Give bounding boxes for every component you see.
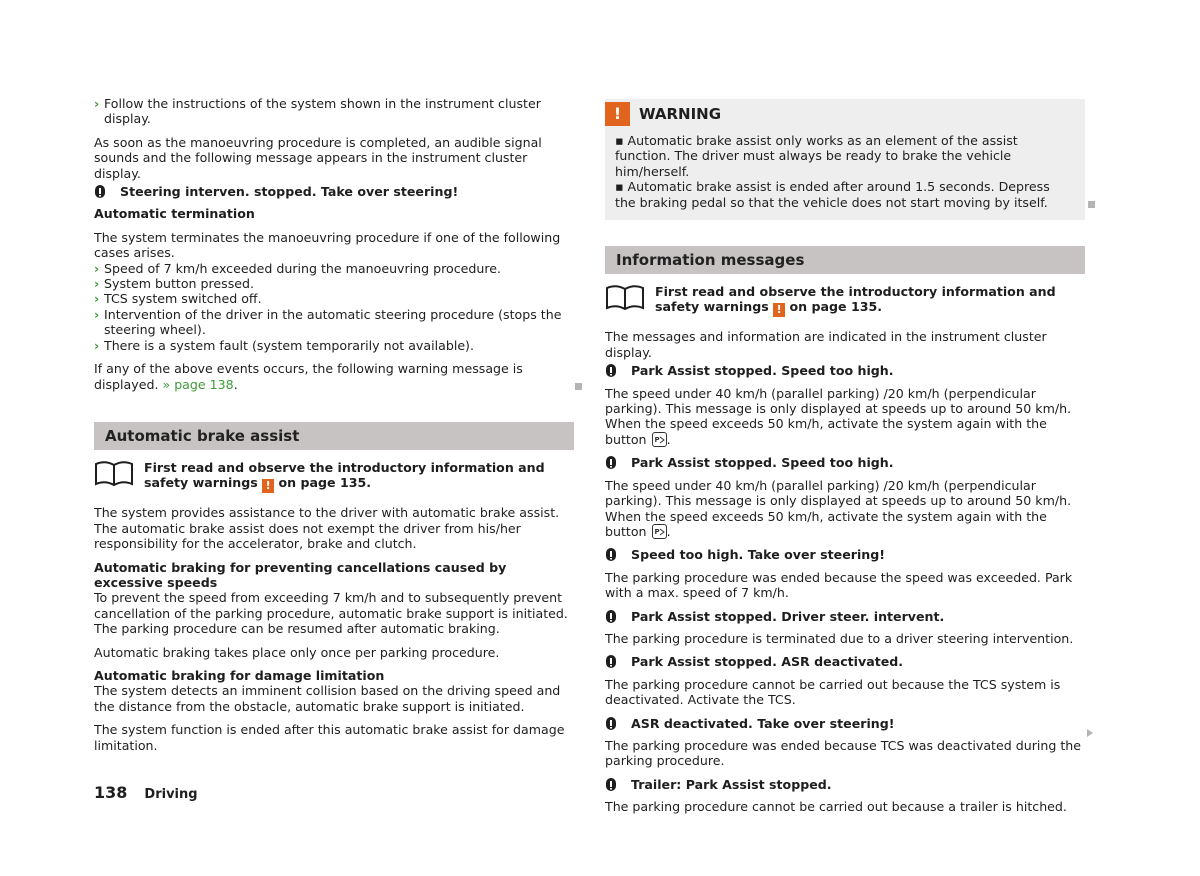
para-completed: As soon as the manoeuvring procedure is completed, an audible signal sounds and the following message appears in the instrument cluster display. — [94, 134, 542, 181]
info-icon — [605, 610, 617, 623]
auto-term-heading: Automatic termination — [94, 206, 255, 222]
left-column — [94, 96, 574, 761]
message-title: Park Assist stopped. Speed too high. — [605, 455, 1085, 470]
parking-button-icon — [652, 524, 667, 539]
case-item: › System button pressed. — [94, 276, 255, 292]
message-text: The parking procedure was ended because TCS was deactivated during the parking procedure. — [605, 737, 1082, 769]
damage-limitation: Automatic braking for damage limitation The system detects an imminent collision based on the driving speed and the distance from the obstacle, automatic brake support is initiated. — [94, 667, 561, 714]
messages-intro: The messages and information are indicated in the instrument cluster display. — [605, 329, 1047, 360]
message-title: Park Assist stopped. ASR deactivated. — [605, 654, 1085, 669]
section-title-brake-assist: Automatic brake assist — [94, 422, 574, 450]
info-icon — [605, 778, 617, 791]
function-ended: The system function is ended after this automatic brake assist for damage limitation. — [94, 722, 565, 753]
info-icon — [94, 185, 106, 198]
end-square-icon — [575, 383, 582, 390]
message-steering: Steering interven. stopped. Take over steering! — [94, 184, 574, 199]
message-title: Park Assist stopped. Speed too high. — [605, 363, 1085, 378]
case-item: › There is a system fault (system temporarily not available). — [94, 337, 474, 353]
message-text: The speed under 40 km/h (parallel parking) /20 km/h (perpendicular parking). This message is only displayed at speeds up to around 50 km/h. When the speed exceeds 50 km/h, activate the system again with the button P . — [605, 477, 1072, 539]
info-icon — [605, 548, 617, 561]
warning-item: ▪ Automatic brake assist is ended after around 1.5 seconds. Depress the braking pedal so that the vehicle does not start moving by itself. — [615, 179, 1050, 210]
svg-text:P: P — [654, 435, 660, 444]
message-title: Speed too high. Take over steering! — [605, 547, 1085, 562]
continue-arrow-icon — [1087, 729, 1093, 737]
end-square-icon — [1088, 201, 1095, 208]
info-icon — [605, 364, 617, 377]
warning-header: ! WARNING — [605, 99, 1085, 126]
warning-icon: ! — [605, 102, 630, 126]
intro-note: First read and observe the introductory information and safety warnings ! on page 135. — [94, 460, 574, 493]
info-icon — [605, 655, 617, 668]
step-arrow-icon: › — [94, 96, 100, 111]
page-138-link[interactable]: » page 138 — [162, 376, 234, 392]
footer-section: Driving — [144, 787, 198, 802]
message-text: The parking procedure cannot be carried out because the TCS system is deactivated. Activate the TCS. — [605, 676, 1061, 708]
parking-button-icon — [652, 432, 667, 447]
warning-box — [605, 99, 1085, 220]
warning-item: ▪ Automatic brake assist only works as an element of the assist function. The driver must always be ready to brake the vehicle him/herself. — [615, 133, 1018, 179]
page-footer — [94, 785, 198, 802]
right-column — [605, 99, 1085, 823]
case-item: › TCS system switched off. — [94, 291, 262, 307]
page-number: 138 — [94, 783, 128, 802]
auto-term-text: The system terminates the manoeuvring procedure if one of the following cases arises. — [94, 229, 561, 261]
info-icon — [605, 717, 617, 730]
section-title-info-messages: Information messages — [605, 246, 1085, 274]
warning-icon: ! — [262, 479, 274, 493]
warning-msg-para: If any of the above events occurs, the following warning message is displayed. » page 138. — [94, 361, 574, 392]
message-title: ASR deactivated. Take over steering! — [605, 716, 1085, 731]
svg-text:P: P — [654, 527, 660, 536]
book-icon — [94, 460, 134, 486]
step-follow: › Follow the instructions of the system shown in the instrument cluster display. — [94, 96, 541, 127]
message-title: Park Assist stopped. Driver steer. intervent. — [605, 609, 1085, 624]
message-text: The parking procedure cannot be carried out because a trailer is hitched. — [605, 799, 1067, 815]
message-text: The speed under 40 km/h (parallel parking) /20 km/h (perpendicular parking). This message is only displayed at speeds up to around 50 km/h. When the speed exceeds 50 km/h, activate the system again with the button P . — [605, 385, 1072, 447]
info-icon — [605, 456, 617, 469]
book-icon — [605, 284, 645, 310]
braking-cancel: Automatic braking for preventing cancellations caused by excessive speeds To prevent the speed from exceeding 7 km/h and to subsequently prevent cancellation of the parking procedure, automatic brake support is initiated. The parking procedure can be resumed after automatic braking. — [94, 559, 568, 637]
case-item: › Speed of 7 km/h exceeded during the manoeuvring procedure. — [94, 260, 502, 276]
case-item: › Intervention of the driver in the automatic steering procedure (stops the steering wheel). — [94, 306, 562, 338]
message-text: The parking procedure was ended because the speed was exceeded. Park with a max. speed of 7 km/h. — [605, 569, 1073, 601]
message-title: Trailer: Park Assist stopped. — [605, 777, 1085, 792]
message-text: The parking procedure is terminated due to a driver steering intervention. — [605, 630, 1074, 646]
warning-icon: ! — [773, 303, 785, 317]
braking-once: Automatic braking takes place only once per parking procedure. — [94, 644, 500, 660]
intro-note: First read and observe the introductory information and safety warnings ! on page 135. — [605, 284, 1085, 317]
para-provides: The system provides assistance to the driver with automatic brake assist. The automatic brake assist does not exempt the driver from his/her responsibility for the accelerator, brake and clutch. — [94, 505, 560, 552]
